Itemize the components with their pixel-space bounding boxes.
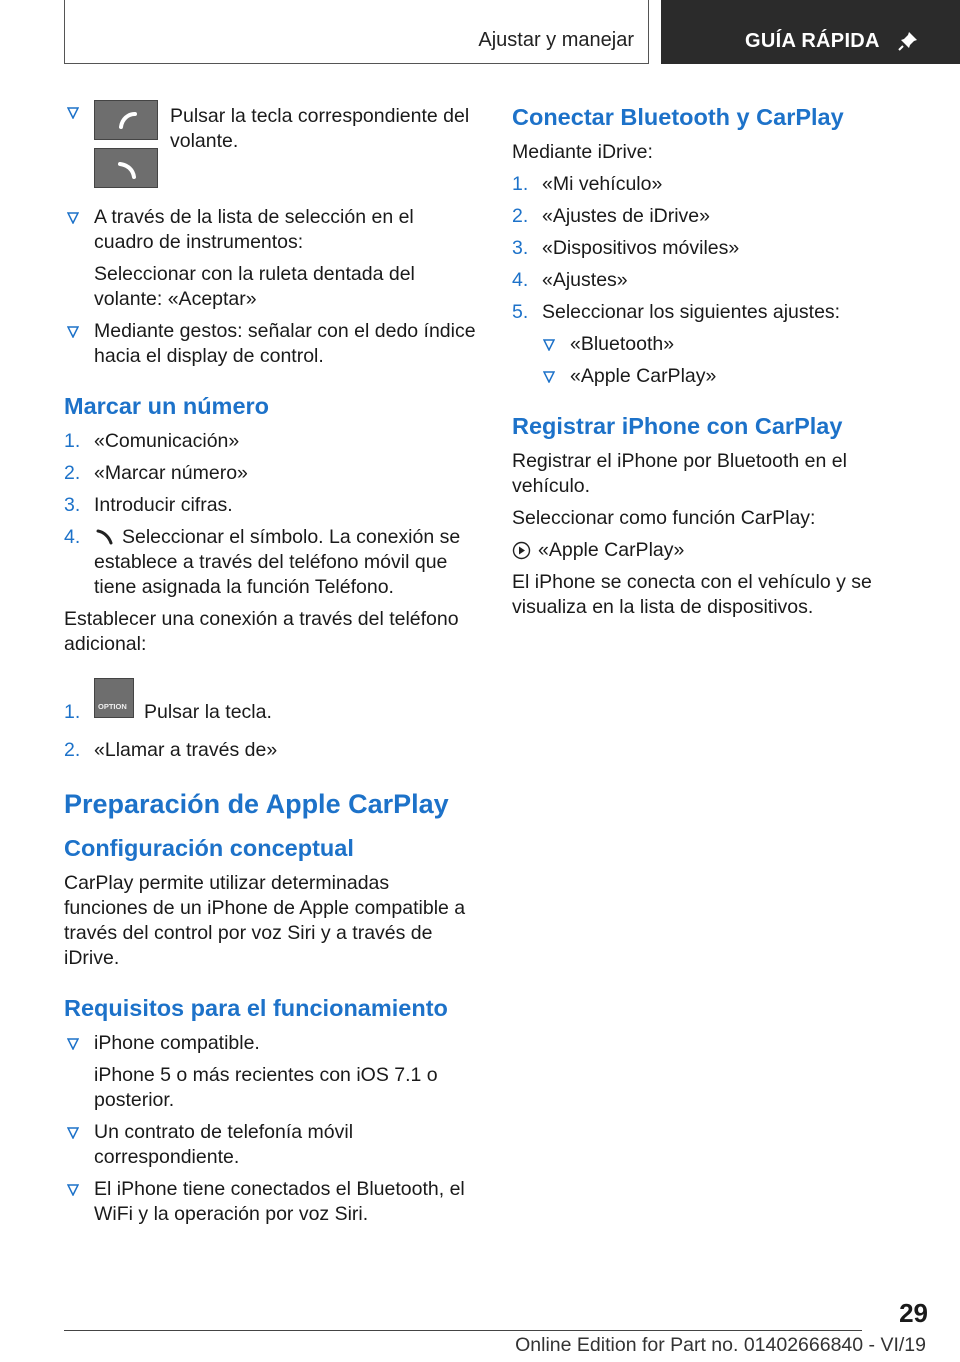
item-number: 2. xyxy=(64,739,81,761)
item-number: 2. xyxy=(64,462,81,484)
heading-preparacion: Preparación de Apple CarPlay xyxy=(64,789,449,819)
page-number: 29 xyxy=(899,1298,928,1328)
item-text: Introducir cifras. xyxy=(94,494,233,516)
bullet-sub-setting xyxy=(540,364,922,389)
numbered-item xyxy=(512,204,922,229)
numbered-item xyxy=(64,682,476,724)
option-key-label: OPTION xyxy=(98,702,127,711)
heading-conectar: Conectar Bluetooth y CarPlay xyxy=(512,104,844,130)
bullet-text: «Apple CarPlay» xyxy=(570,365,717,387)
item-text: «Comunicación» xyxy=(94,430,240,452)
bullet-text: Mediante gestos: señalar con el dedo índice hacia el display de control. xyxy=(94,320,476,367)
bullet-steering-key xyxy=(64,100,476,188)
bullet-req xyxy=(64,1177,476,1227)
paragraph-registrar-1: Registrar el iPhone por Bluetooth en el vehículo. xyxy=(512,450,847,497)
numbered-item xyxy=(64,429,476,454)
item-text: Pulsar la tecla. xyxy=(144,701,272,723)
paragraph-adicional: Establecer una conexión a través del teléfono adicional: xyxy=(64,608,459,655)
header-section-box xyxy=(64,0,649,64)
item-number: 1. xyxy=(512,173,529,195)
item-text: Seleccionar los siguientes ajustes: xyxy=(542,301,841,323)
triangle-bullet-icon xyxy=(543,339,555,351)
numbered-item xyxy=(64,493,476,518)
bullet-text: iPhone compatible. xyxy=(94,1032,260,1054)
header-chapter-title: GUÍA RÁPIDA xyxy=(745,30,880,52)
bullet-req xyxy=(64,1031,476,1056)
item-text: «Marcar número» xyxy=(94,462,248,484)
item-number: 1. xyxy=(64,701,81,723)
item-text: Seleccionar el símbolo. La conexión se establece a través del teléfono móvil que tiene asignada la función Teléfono. xyxy=(94,526,461,598)
paragraph-config: CarPlay permite utilizar determinadas funciones de un iPhone de Apple compatible a través del control por voz Siri y a través de iDrive. xyxy=(64,872,466,969)
item-number: 1. xyxy=(64,430,81,452)
paragraph-mediante: Mediante iDrive: xyxy=(512,141,653,163)
footer-edition: Online Edition for Part no. 01402666840 - VI/19 xyxy=(515,1334,926,1356)
item-number: 3. xyxy=(64,494,81,516)
bullet-text: Un contrato de telefonía móvil correspondiente. xyxy=(94,1121,354,1168)
triangle-bullet-icon xyxy=(67,326,79,338)
phone-accept-key-icon xyxy=(94,100,158,140)
phone-handset-icon xyxy=(94,527,116,545)
item-number: 2. xyxy=(512,205,529,227)
heading-marcar: Marcar un número xyxy=(64,393,270,419)
item-number: 4. xyxy=(64,526,81,548)
sub-paragraph: iPhone 5 o más recientes con iOS 7.1 o posterior. xyxy=(94,1064,438,1111)
bullet-text: Pulsar la tecla correspondiente del volante. xyxy=(170,105,470,152)
triangle-bullet-icon xyxy=(67,1038,79,1050)
heading-configuracion: Configuración conceptual xyxy=(64,835,354,861)
numbered-item xyxy=(512,236,922,261)
bullet-sub-setting xyxy=(540,332,922,357)
item-text: «Ajustes de iDrive» xyxy=(542,205,710,227)
heading-registrar: Registrar iPhone con CarPlay xyxy=(512,413,843,439)
numbered-item xyxy=(64,461,476,486)
bullet-text: A través de la lista de selección en el cuadro de instrumentos: xyxy=(94,206,414,253)
pin-icon xyxy=(897,28,921,52)
numbered-item xyxy=(64,738,476,763)
right-column xyxy=(512,100,922,627)
heading-requisitos: Requisitos para el funcionamiento xyxy=(64,995,448,1021)
option-text: «Apple CarPlay» xyxy=(538,539,685,561)
numbered-item xyxy=(512,268,922,293)
left-column xyxy=(64,100,476,1234)
triangle-bullet-icon xyxy=(543,371,555,383)
item-number: 4. xyxy=(512,269,529,291)
header-chapter-box xyxy=(661,0,960,64)
bullet-text: «Bluetooth» xyxy=(570,333,675,355)
sub-paragraph: Seleccionar con la ruleta dentada del volante: «Aceptar» xyxy=(94,263,415,310)
item-number: 3. xyxy=(512,237,529,259)
numbered-item xyxy=(512,172,922,197)
play-circle-icon xyxy=(512,541,531,560)
footer-divider xyxy=(64,1330,862,1331)
triangle-bullet-icon xyxy=(67,107,79,119)
bullet-gestures xyxy=(64,319,476,369)
bullet-req xyxy=(64,1120,476,1170)
item-number: 5. xyxy=(512,301,529,323)
option-line xyxy=(512,538,922,563)
option-key-icon xyxy=(94,678,134,718)
header-section-title: Ajustar y manejar xyxy=(478,29,634,51)
bullet-list-selection xyxy=(64,205,476,255)
item-text: «Dispositivos móviles» xyxy=(542,237,740,259)
paragraph-registrar-2: Seleccionar como función CarPlay: xyxy=(512,507,816,529)
item-text: «Mi vehículo» xyxy=(542,173,663,195)
numbered-item xyxy=(512,300,922,325)
paragraph-registrar-3: El iPhone se conecta con el vehículo y se visualiza en la lista de dispositivos. xyxy=(512,571,872,618)
item-text: «Ajustes» xyxy=(542,269,628,291)
bullet-text: El iPhone tiene conectados el Bluetooth, el WiFi y la operación por voz Siri. xyxy=(94,1178,465,1225)
triangle-bullet-icon xyxy=(67,212,79,224)
item-text: «Llamar a través de» xyxy=(94,739,278,761)
triangle-bullet-icon xyxy=(67,1127,79,1139)
triangle-bullet-icon xyxy=(67,1184,79,1196)
phone-hangup-key-icon xyxy=(94,148,158,188)
numbered-item xyxy=(64,525,476,600)
